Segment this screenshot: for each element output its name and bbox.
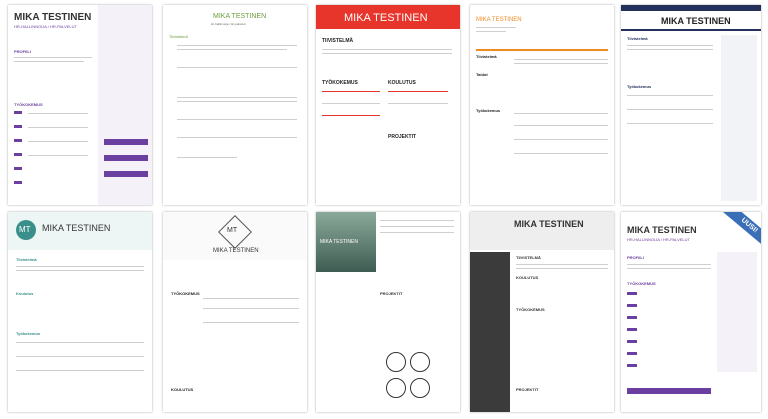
template-thumbnail-9[interactable] (470, 212, 614, 412)
resume-subtitle: Hr-hallinnoija / Hr-palvelut (211, 22, 246, 26)
template-thumbnail-6[interactable] (8, 212, 152, 412)
resume-name: MIKA TESTINEN (514, 219, 584, 229)
section-education: KOULUTUS (516, 275, 539, 280)
template-thumbnail-4[interactable] (470, 5, 614, 205)
section-work: TYÖKOKEMUS (171, 291, 200, 296)
template-thumbnail-5[interactable] (621, 5, 761, 205)
section-profile: PROFIILI (627, 255, 644, 260)
template-thumbnail-3[interactable] (316, 5, 460, 205)
section-summary: Tiivistelmä (169, 34, 188, 39)
section-education: KOULUTUS (388, 80, 416, 86)
resume-subtitle: HR-HALLINNOIJA / HR-PALVELUT (627, 237, 690, 242)
skill-circle (410, 378, 430, 398)
resume-name: MIKA TESTINEN (42, 223, 111, 233)
section-projects: PROJEKTIT (380, 291, 403, 296)
section-education: KOULUTUS (171, 387, 194, 392)
section-summary: Tiivistelmä (627, 36, 648, 41)
section-skills: Taidot (476, 72, 488, 77)
skill-circle (386, 378, 406, 398)
section-profile: PROFIILI (14, 49, 31, 54)
section-work: Työkokemus (476, 108, 501, 113)
resume-name: MIKA TESTINEN (476, 17, 522, 23)
section-work: Työkokemus (16, 331, 41, 336)
section-projects: PROJEKTIT (388, 134, 417, 140)
resume-name: MIKA TESTINEN (627, 225, 697, 235)
template-thumbnail-7[interactable] (163, 212, 307, 412)
resume-name: MIKA TESTINEN (14, 12, 92, 23)
resume-subtitle: HR-HALLINNOIJA / HR-PALVELUT (14, 24, 77, 29)
section-summary: Tiivistelmä (476, 54, 497, 59)
resume-name: MIKA TESTINEN (320, 239, 358, 245)
section-work: TYÖKOKEMUS (516, 307, 545, 312)
section-work: TYÖKOKEMUS (627, 281, 656, 286)
section-summary: Tiivistelmä (16, 257, 37, 262)
section-summary: TIIVISTELMÄ (516, 255, 541, 260)
skill-circle (386, 352, 406, 372)
section-work: Työkokemus (627, 84, 652, 89)
section-education: Koulutus (16, 291, 34, 296)
template-thumbnail-1[interactable] (8, 5, 152, 205)
resume-name: MIKA TESTINEN (213, 13, 267, 20)
resume-initials: MT (19, 225, 31, 234)
resume-name: MIKA TESTINEN (661, 16, 731, 26)
template-thumbnail-8[interactable] (316, 212, 460, 412)
resume-name: MIKA TESTINEN (213, 248, 259, 254)
section-work: TYÖKOKEMUS (14, 102, 43, 107)
section-work: TYÖKOKEMUS (322, 80, 358, 86)
section-projects: PROJEKTIT (516, 387, 539, 392)
resume-name: MIKA TESTINEN (344, 12, 428, 24)
resume-initials: MT (227, 227, 238, 234)
skill-circle (410, 352, 430, 372)
template-thumbnail-2[interactable] (163, 5, 307, 205)
section-summary: TIIVISTELMÄ (322, 38, 354, 44)
template-thumbnail-10[interactable] (621, 212, 761, 412)
new-ribbon: UUSI! (722, 212, 761, 250)
